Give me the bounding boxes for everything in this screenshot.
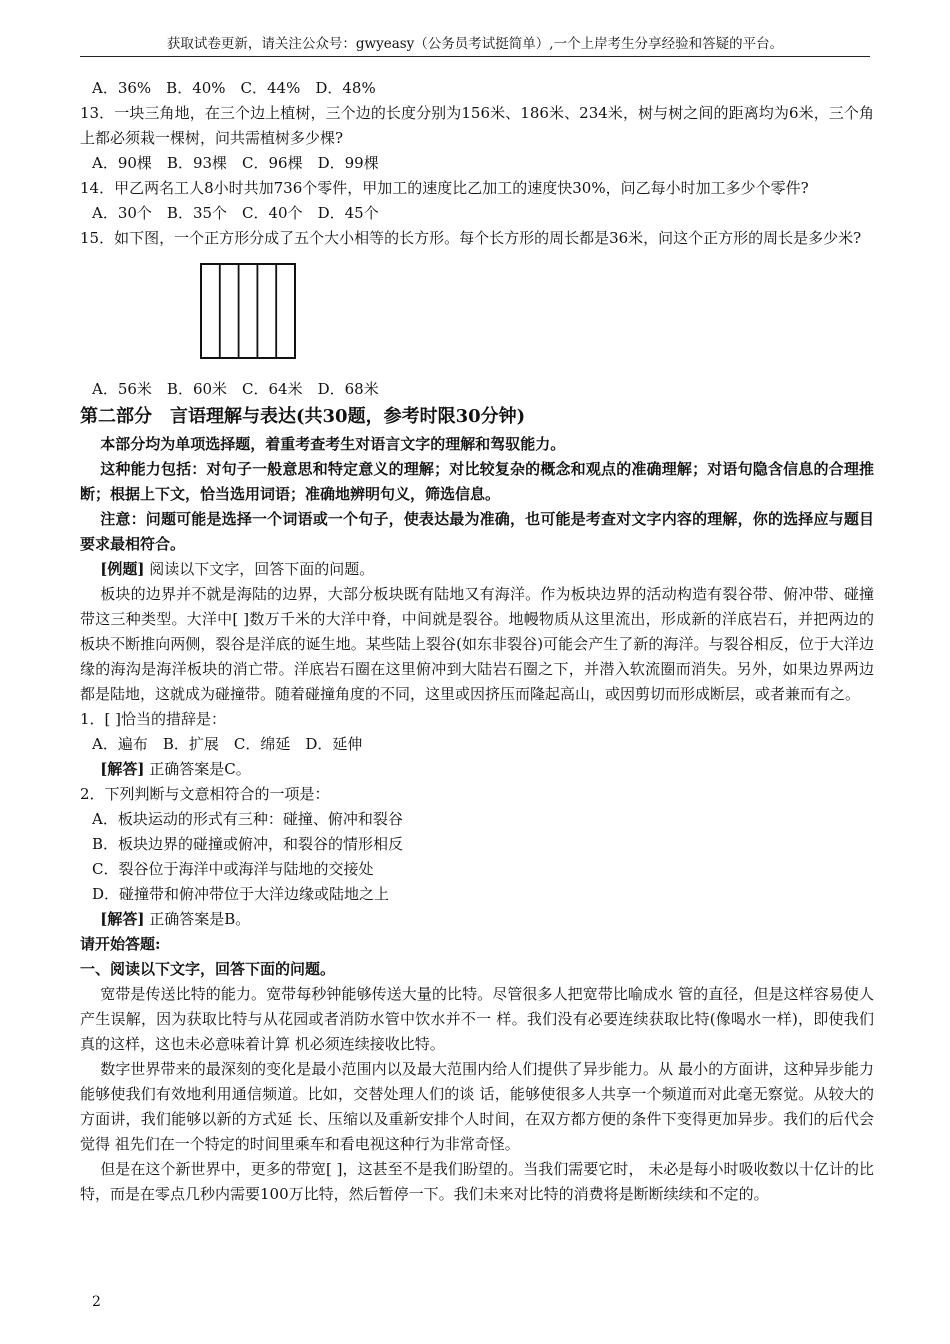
example-instruction: 阅读以下文字，回答下面的问题。 xyxy=(149,560,375,578)
q15-options: A．56米 B．60米 C．64米 D．68米 xyxy=(92,380,379,398)
example-q2-answer-line xyxy=(80,907,874,932)
section-intro-2: 这种能力包括：对句子一般意思和特定意义的理解；对比较复杂的概念和观点的准确理解；对语句隐含信息的合理推断；根据上下文，恰当选用词语；准确地辨明句义，筛选信息。 xyxy=(80,460,874,503)
section-title: 第二部分 言语理解与表达(共30题，参考时限30分钟) xyxy=(80,406,526,427)
q13-options: A．90棵 B．93棵 C．96棵 D．99棵 xyxy=(92,154,379,172)
section-intro-1: 本部分均为单项选择题，着重考查考生对语言文字的理解和驾驭能力。 xyxy=(100,435,566,453)
passage-paragraph-1: 宽带是传送比特的能力。宽带每秒钟能够传送大量的比特。尽管很多人把宽带比喻成水 管的直径，但是这样容易使人产生误解，因为获取比特与从花园或者消防水管中饮水并不一 样。我们没有必要连续获取比特(像喝水一样)，即使我们真的这样，这也未必意味着计算 机必须连续接收比特。 xyxy=(80,985,874,1053)
example-label: [例题] xyxy=(100,560,145,578)
q12-options: A．36% B．40% C．44% D．48% xyxy=(92,79,376,97)
document-body xyxy=(80,76,874,1207)
page-header xyxy=(80,32,870,57)
example-q1-stem: 1．[ ]恰当的措辞是： xyxy=(80,710,227,728)
q14-options: A．30个 B．35个 C．40个 D．45个 xyxy=(92,204,379,222)
q15-stem: 15．如下图，一个正方形分成了五个大小相等的长方形。每个长方形的周长都是36米，问这个正方形的周长是多少米? xyxy=(80,229,862,247)
example-passage: 板块的边界并不就是海陆的边界，大部分板块既有陆地又有海洋。作为板块边界的活动构造有裂谷带、俯冲带、碰撞带这三种类型。大洋中[ ]数万千米的大洋中脊，中间就是裂谷。地幔物质从这里流出，形成新的洋底岩石，并把两边的板块不断推向两侧，裂谷是洋底的诞生地。某些陆上裂谷(如东非裂谷)可能会产生了新的海洋。与裂谷相反，位于大洋边缘的海沟是海洋板块的消亡带。洋底岩石圈在这里俯冲到大陆岩石圈之下，并潜入软流圈而消失。另外，如果边界两边都是陆地，这就成为碰撞带。随着碰撞角度的不同，这里或因挤压而隆起高山，或因剪切而形成断层，或者兼而有之。 xyxy=(80,585,874,703)
example-q2-option-b: B．板块边界的碰撞或俯冲，和裂谷的情形相反 xyxy=(92,835,404,853)
passage-paragraph-2: 数字世界带来的最深刻的变化是最小范围内以及最大范围内给人们提供了异步能力。从 最小的方面讲，这种异步能力能够使我们有效地利用通信频道。比如，交替处理人们的谈 话，能够使很多人共享一个频道而对此毫无察觉。从较大的方面讲，我们能够以新的方式延 长、压缩以及重新安排个人时间，在双方都方便的条件下变得更加异步。我们的后代会觉得 祖先们在一个特定的时间里乘车和看电视这种行为非常奇怪。 xyxy=(80,1060,874,1153)
q13-stem: 13．一块三角地，在三个边上植树，三个边的长度分别为156米、186米、234米，树与树之间的距离均为6米，三个角上都必须栽一棵树，问共需植树多少棵? xyxy=(80,104,874,147)
square-five-rectangles-diagram xyxy=(200,263,300,363)
section-intro-3: 注意：问题可能是选择一个词语或一个句子，使表达最为准确，也可能是考查对文字内容的理解，你的选择应与题目要求最相符合。 xyxy=(80,510,874,553)
example-q1-options: A．遍布 B．扩展 C．绵延 D．延伸 xyxy=(92,735,363,753)
example-q2-option-c: C．裂谷位于海洋中或海洋与陆地的交接处 xyxy=(92,860,374,878)
answer-label-2: [解答] xyxy=(100,910,145,928)
start-label: 请开始答题: xyxy=(80,935,161,953)
example-q2-option-d: D．碰撞带和俯冲带位于大洋边缘或陆地之上 xyxy=(92,885,390,903)
square-figure xyxy=(80,255,874,371)
q14-stem: 14．甲乙两名工人8小时共加736个零件，甲加工的速度比乙加工的速度快30%，问乙每小时加工多少个零件? xyxy=(80,179,809,197)
page-number: 2 xyxy=(92,1294,101,1310)
example-q1-answer: 正确答案是C。 xyxy=(149,760,251,778)
part1-title: 一、阅读以下文字，回答下面的问题。 xyxy=(80,960,336,978)
example-q2-answer: 正确答案是B。 xyxy=(149,910,251,928)
square-outline xyxy=(201,264,295,358)
example-heading xyxy=(80,557,874,582)
header-text: 获取试卷更新，请关注公众号：gwyeasy（公务员考试挺简单）,一个上岸考生分享经验和答疑的平台。 xyxy=(166,36,784,52)
example-q1-answer-line xyxy=(80,757,874,782)
example-q2-option-a: A．板块运动的形式有三种：碰撞、俯冲和裂谷 xyxy=(92,810,403,828)
answer-label: [解答] xyxy=(100,760,145,778)
example-q2-stem: 2．下列判断与文意相符合的一项是： xyxy=(80,785,330,803)
passage-paragraph-3: 但是在这个新世界中，更多的带宽[ ]，这甚至不是我们盼望的。当我们需要它时， 未必是每小时吸收数以十亿计的比特，而是在零点几秒内需要100万比特，然后暂停一下。我们未来对比特的消费将是断断续续和不定的。 xyxy=(80,1160,874,1203)
